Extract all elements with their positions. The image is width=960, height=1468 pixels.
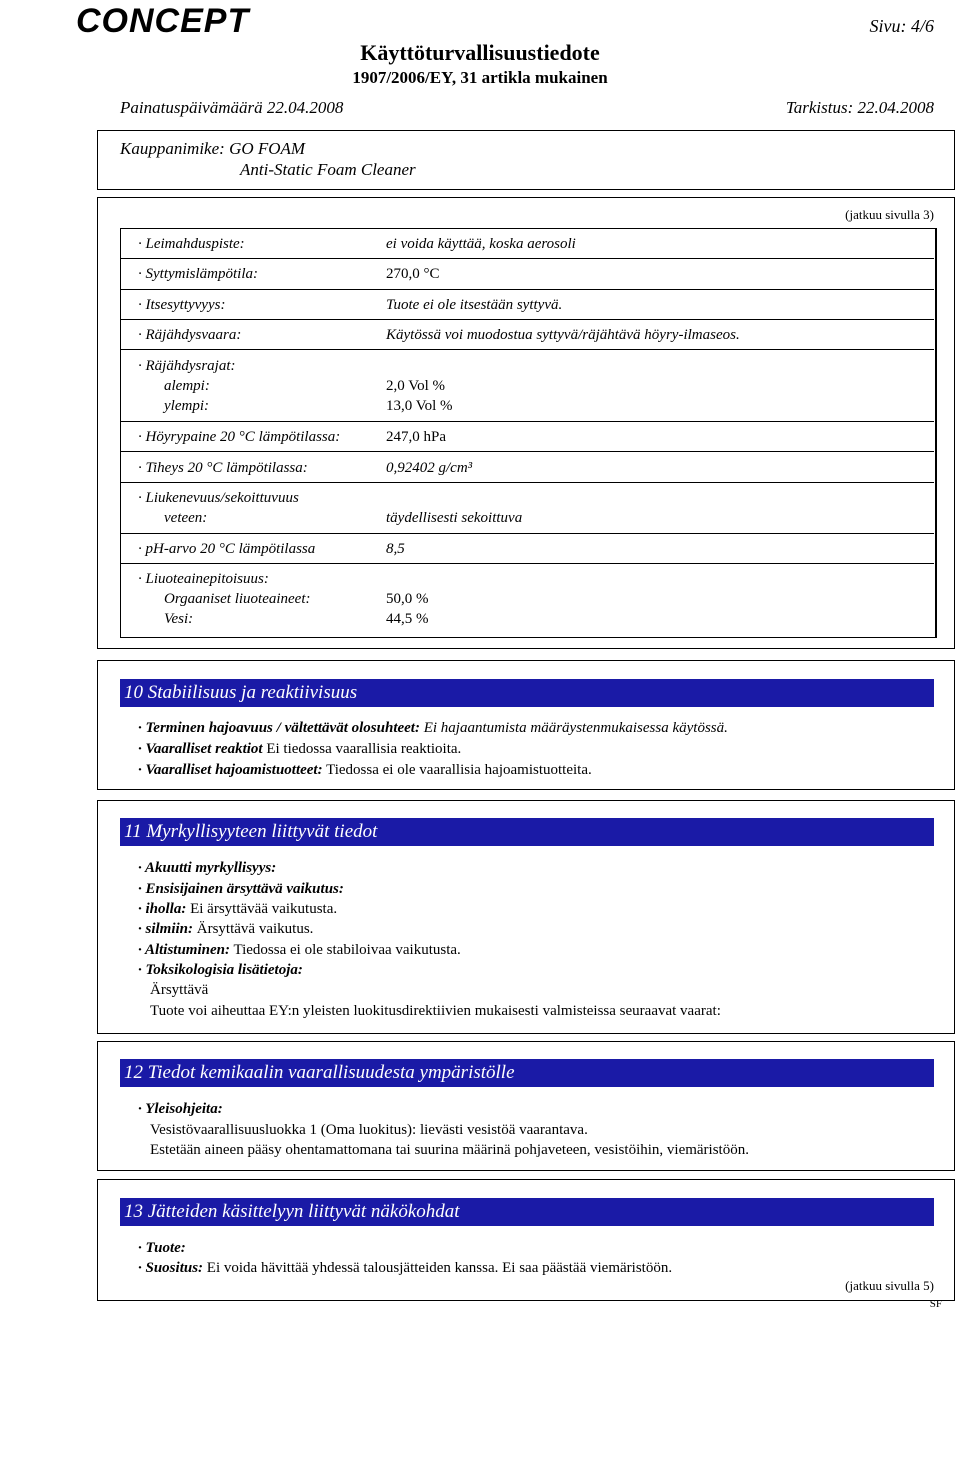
- general-notes: · Yleisohjeita:: [138, 1101, 223, 1117]
- divider: [120, 289, 934, 290]
- skin-effect: [138, 901, 337, 918]
- lower-limit-label: alempi:: [164, 378, 210, 394]
- solubility-label: · Liukenevuus/sekoittuvuus: [138, 490, 299, 506]
- section-12-heading: 12 Tiedot kemikaalin vaarallisuudesta ympäristölle: [120, 1059, 934, 1087]
- thermal-decomposition-label: · Terminen hajoavuus / vältettävät olosuhteet:: [138, 720, 420, 736]
- ph-label: · pH-arvo 20 °C lämpötilassa: [138, 541, 316, 557]
- lower-limit-value: 2,0 Vol %: [386, 378, 446, 394]
- upper-limit-label: ylempi:: [164, 398, 209, 414]
- sensitization-label: · Altistuminen:: [138, 942, 230, 958]
- self-ignition-label: · Itsesyttyvyys:: [138, 297, 226, 313]
- eye-value: Ärsyttävä vaikutus.: [193, 921, 314, 937]
- section-10-heading: 10 Stabiilisuus ja reaktiivisuus: [120, 679, 934, 707]
- recommendation: [138, 1260, 672, 1277]
- divider: [120, 258, 934, 259]
- eye-label: · silmiin:: [138, 921, 194, 937]
- dangerous-products-label: · Vaaralliset hajoamistuotteet:: [138, 762, 323, 778]
- thermal-decomposition: [138, 720, 728, 737]
- irritant-text: Ärsyttävä: [150, 982, 209, 998]
- divider: [120, 319, 934, 320]
- language-code: SF: [929, 1298, 942, 1310]
- explosion-label: · Räjähdysvaara:: [138, 327, 242, 343]
- flash-point-value: ei voida käyttää, koska aerosoli: [386, 236, 576, 252]
- water-hazard-class: Vesistövaarallisuusluokka 1 (Oma luokitus): lievästi vesistöä vaarantava.: [150, 1122, 588, 1138]
- trade-name-line1: Kauppanimike: GO FOAM: [120, 139, 306, 158]
- revision-date: Tarkistus: 22.04.2008: [785, 98, 934, 117]
- density-label: · Tiheys 20 °C lämpötilassa:: [138, 460, 308, 476]
- eye-effect: [138, 921, 313, 938]
- dangerous-products-value: Tiedossa ei ole vaarallisia hajoamistuotteita.: [322, 762, 592, 778]
- explosion-value: Käytössä voi muodostua syttyvä/räjähtävä höyry-ilmaseos.: [386, 327, 740, 343]
- ph-value: 8,5: [386, 541, 405, 557]
- divider: [120, 482, 934, 483]
- vapour-pressure-value: 247,0 hPa: [386, 429, 446, 445]
- print-date: Painatuspäivämäärä 22.04.2008: [120, 98, 344, 117]
- recommendation-value: Ei voida hävittää yhdessä talousjätteiden kanssa. Ei saa päästää viemäristöön.: [203, 1260, 673, 1276]
- flash-point-label: · Leimahduspiste:: [138, 236, 245, 252]
- product-label: · Tuote:: [138, 1240, 186, 1256]
- continued-to: (jatkuu sivulla 5): [845, 1278, 934, 1293]
- dangerous-reactions-label: · Vaaralliset reaktiot: [138, 741, 263, 757]
- environment-text: Estetään aineen pääsy ohentamattomana tai suurina määrinä pohjaveteen, vesistöihin, viemäristöön.: [150, 1142, 749, 1158]
- trade-name-box: [97, 130, 955, 190]
- document-title: Käyttöturvallisuustiedote: [360, 40, 600, 65]
- self-ignition-value: Tuote ei ole itsestään syttyvä.: [386, 297, 563, 313]
- company-logo: CONCEPT: [76, 2, 250, 40]
- sensitization: [138, 942, 461, 959]
- section-13-heading: 13 Jätteiden käsittelyyn liittyvät näkökohdat: [120, 1198, 934, 1226]
- dangerous-reactions-value: Ei tiedossa vaarallisia reaktioita.: [262, 741, 462, 757]
- hazard-text: Tuote voi aiheuttaa EY:n yleisten luokitusdirektiivien mukaisesti valmisteissa seuraavat vaarat:: [150, 1003, 721, 1019]
- page-number: Sivu: 4/6: [869, 16, 934, 36]
- thermal-decomposition-value: Ei hajaantumista määräystenmukaisessa käytössä.: [419, 720, 728, 736]
- sensitization-value: Tiedossa ei ole stabiloivaa vaikutusta.: [229, 942, 461, 958]
- skin-value: Ei ärsyttävää vaikutusta.: [186, 901, 338, 917]
- upper-limit-value: 13,0 Vol %: [386, 398, 453, 414]
- recommendation-label: · Suositus:: [138, 1260, 204, 1276]
- solubility-label-2: veteen:: [164, 510, 208, 526]
- explosion-limits-label: · Räjähdysrajat:: [138, 358, 236, 374]
- ignition-label: · Syttymislämpötila:: [138, 266, 258, 282]
- organic-solvent-label: Orgaaniset liuoteaineet:: [164, 591, 311, 607]
- dangerous-reactions: [138, 741, 461, 758]
- document-subtitle: 1907/2006/EY, 31 artikla mukainen: [352, 68, 608, 87]
- divider: [120, 421, 934, 422]
- acute-toxicity: · Akuutti myrkyllisyys:: [138, 860, 277, 876]
- additional-toxicology: · Toksikologisia lisätietoja:: [138, 962, 303, 978]
- primary-irritant-effect: · Ensisijainen ärsyttävä vaikutus:: [138, 881, 344, 897]
- skin-label: · iholla:: [138, 901, 187, 917]
- water-label: Vesi:: [164, 611, 194, 627]
- divider: [120, 349, 934, 350]
- divider: [120, 451, 934, 452]
- solvent-content-label: · Liuoteainepitoisuus:: [138, 571, 269, 587]
- solubility-value: täydellisesti sekoittuva: [386, 510, 523, 526]
- vapour-pressure-label: · Höyrypaine 20 °C lämpötilassa:: [138, 429, 341, 445]
- dangerous-products: [138, 762, 592, 779]
- water-value: 44,5 %: [386, 611, 429, 627]
- continued-from: (jatkuu sivulla 3): [845, 207, 934, 222]
- organic-solvent-value: 50,0 %: [386, 591, 429, 607]
- divider: [120, 533, 934, 534]
- ignition-value: 270,0 °C: [386, 266, 440, 282]
- divider: [120, 563, 934, 564]
- section-11-heading: 11 Myrkyllisyyteen liittyvät tiedot: [120, 818, 934, 846]
- density-value: 0,92402 g/cm³: [386, 460, 473, 476]
- trade-name-line2: Anti-Static Foam Cleaner: [240, 160, 416, 179]
